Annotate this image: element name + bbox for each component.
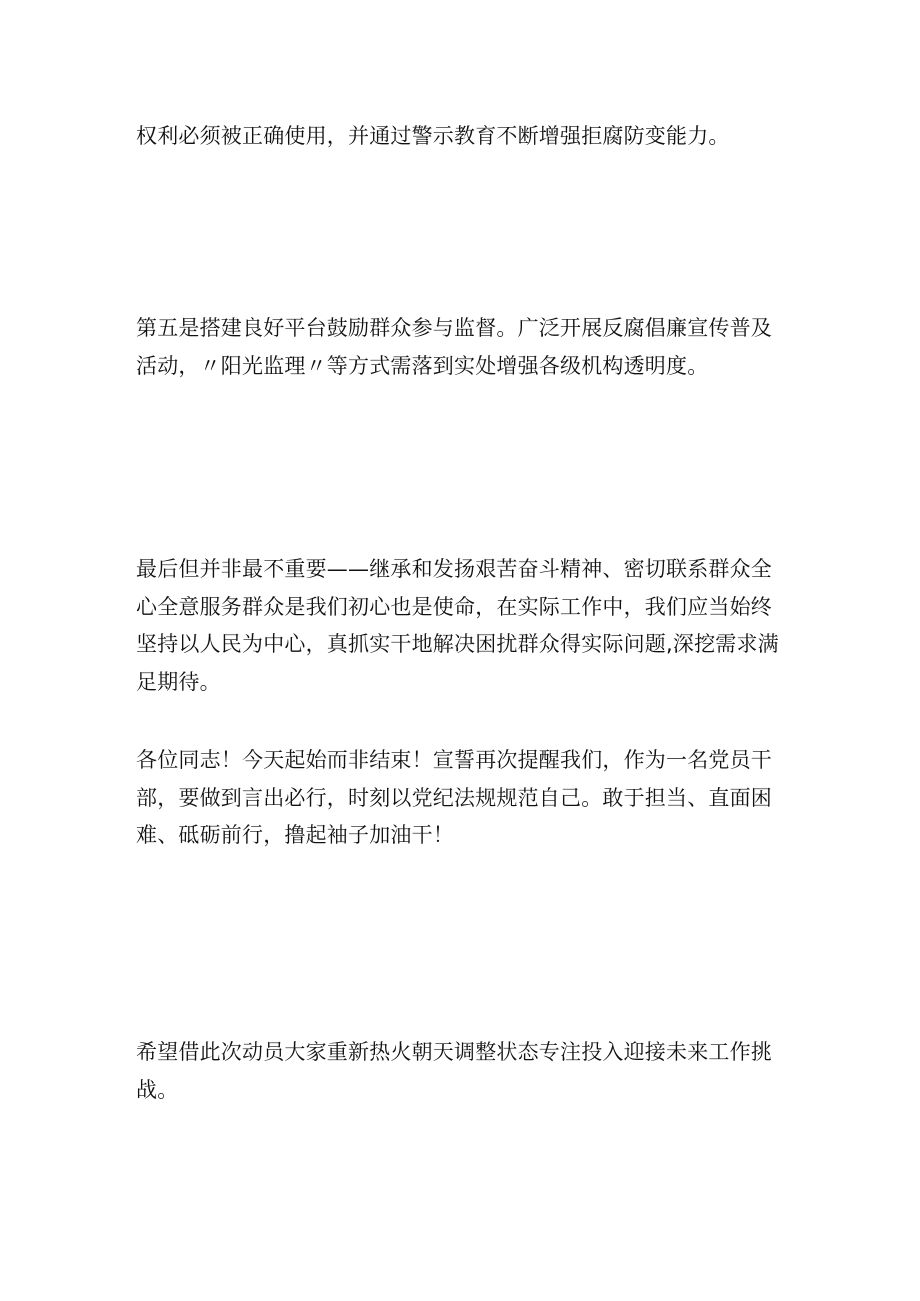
text-line: 足期待。 — [136, 669, 221, 694]
text-line: 部，要做到言出必行，时刻以党纪法规规范自己。敢于担当、直面困 — [136, 785, 772, 810]
text-line: 难、砥砺前行，撸起袖子加油干！ — [136, 823, 454, 847]
paragraph-closing-hope — [136, 1034, 796, 1109]
text-line: 心全意服务群众是我们初心也是使命，在实际工作中，我们应当始终 — [136, 594, 772, 619]
text-line: 第五是搭建良好平台鼓励群众参与监督。广泛开展反腐倡廉宣传普及 — [136, 316, 772, 340]
text-line: 各位同志！今天起始而非结束！宣誓再次提醒我们，作为一名党员干 — [136, 748, 772, 772]
text-line: 希望借此次动员大家重新热火朝天调整状态专注投入迎接未来工作挑 — [136, 1040, 772, 1064]
paragraph-address-to-comrades — [136, 742, 796, 855]
paragraph-public-supervision — [136, 310, 796, 385]
text-line: 活动，〃阳光监理〃等方式需落到实处增强各级机构透明度。 — [136, 353, 709, 378]
text-line: 权利必须被正确使用，并通过警示教育不断增强拒腐防变能力。 — [136, 124, 730, 148]
paragraph-serve-the-people — [136, 551, 796, 701]
text-line: 最后但并非最不重要——继承和发扬艰苦奋斗精神、密切联系群众全 — [136, 557, 772, 581]
paragraph-anti-corruption — [136, 118, 796, 156]
text-line: 战。 — [136, 1077, 179, 1102]
text-line: 坚持以人民为中心，真抓实干地解决困扰群众得实际问题,深挖需求满 — [136, 632, 779, 656]
